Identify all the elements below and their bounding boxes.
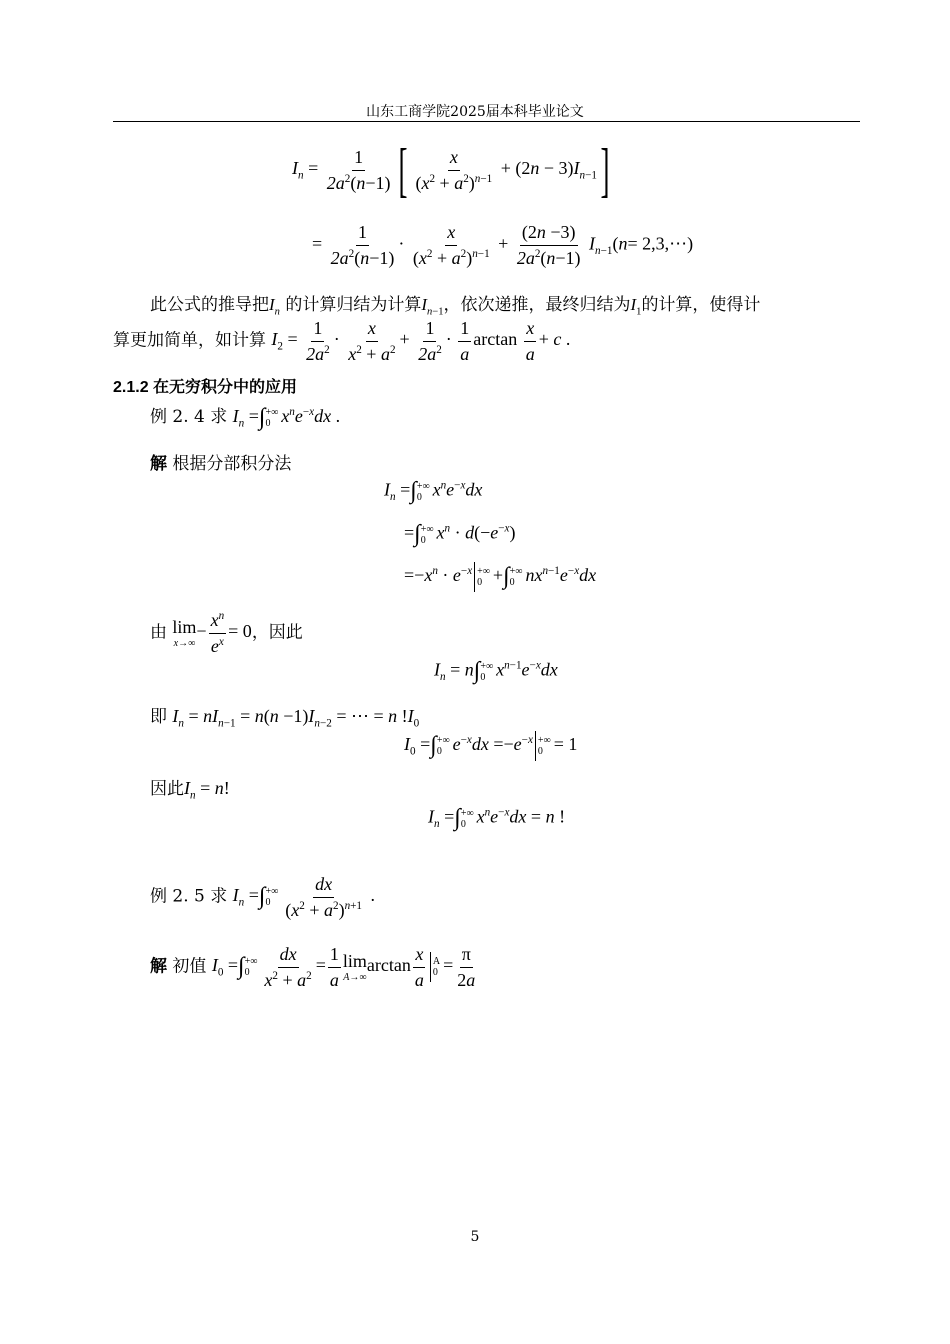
paragraph-text-a: 此公式的推导把: [150, 295, 269, 315]
example-2-4-statement: 例 2. 4 求 $I_n$ =∫ +∞ 0 $x^ne^{-x}dx$ .: [150, 404, 341, 431]
paragraph-text-d: 的计算，使得计: [641, 295, 761, 315]
example-2-5-solution-label: 解: [150, 956, 167, 977]
page-header: 山东工商学院2025届本科毕业论文: [366, 104, 584, 120]
example-2-4-solution-text: 根据分部积分法: [172, 454, 292, 474]
paragraph-line2-text: 算更加简单，如计算: [113, 330, 266, 351]
section-number: 2.1.2: [113, 379, 149, 396]
formula-by-parts-line2: =∫ +∞ 0 $x^n \cdot d(-e^{-x})$: [404, 521, 516, 547]
page-number: 5: [470, 1229, 480, 1245]
chain-statement: 即 $I_n = nI_{n-1} = n(n -1)I_{n-2}$ = ⋯ = n $!I_0$: [150, 706, 420, 730]
formula-recurrence-n: $I_n = n\int$ +∞ 0 $x^{n-1}e^{-x}dx$: [434, 658, 558, 684]
example-2-5-statement: 例 2. 5 求 $I_n$ =∫ +∞ 0 $\frac{dx}{(x^2 + a^2)^{n+1}}$ .: [150, 874, 376, 920]
formula-by-parts-line1: $I_n$ =∫ +∞ 0 $x^ne^{-x}dx$: [384, 478, 483, 504]
header-rule: [113, 121, 860, 122]
example-2-5-solution: 解 初值 $I_0$ =∫ +∞ 0 $\frac{dx}{x^2 + a^2}$ = $\frac{1}{a}$ lim A→∞ arctan $\frac{x}{a}$ A 0 = $\frac{\pi}{2a}$: [150, 944, 476, 990]
limit-text: 由: [150, 622, 167, 643]
limit-statement: 由 lim x→∞ − $\frac{x^n}{e^x}$ = 0，因此: [150, 610, 303, 656]
paragraph-reduction-line1: 此公式的推导把$I_n$ 的计算归结为计算$I_{n-1}$，依次递推，最终归结为$I_1$的计算，使得计: [150, 295, 761, 318]
formula-recursion-line1: $I_n$ = $\frac{1}{2a^2(n-1)}$ [ $\frac{x}{(x^2 + a^2)^{n-1}}$ + $(2n - 3)I_{n-1}$ ]: [292, 137, 610, 203]
paragraph-reduction-line2: 算更加简单，如计算 $I_2$ = $\frac{1}{2a^2}$ · $\frac{x}{x^2 + a^2}$ + $\frac{1}{2a^2}$ · $\frac{1}{a}$ arctan $\frac{x}{a}$ + c .: [113, 318, 571, 364]
example-2-4-solution-intro: [150, 449, 291, 474]
section-title: 在无穷积分中的应用: [153, 379, 298, 396]
formula-initial-value: $I_0$ =∫ +∞ 0 $e^{-x}dx =-e^{-x}$ +∞ 0 = 1: [404, 731, 577, 761]
example-2-4-label: 例 2. 4: [150, 407, 205, 427]
formula-recursion-line2: = $\frac{1}{2a^2(n-1)}$ · $\frac{x}{(x^2 + a^2)^{n-1}}$ + $\frac{(2n -3)}{2a^2(n-1)}$ $I_{n-1}(n=$ 2,3,⋯): [312, 222, 694, 268]
formula-by-parts-line3: $=-x^n \cdot e^{-x}$ +∞ 0 +∫ +∞ 0 $nx^{n-1}e^{-x}dx$: [404, 562, 596, 592]
ji-text: 即: [150, 707, 167, 727]
yinci-text: 因此: [150, 779, 184, 799]
example-2-5-label: 例 2. 5: [150, 886, 205, 907]
section-heading: [113, 374, 297, 397]
example-2-4-prompt: 求: [210, 407, 228, 427]
limit-suffix: ，因此: [251, 622, 303, 643]
formula-final-result: $I_n$ =∫ +∞ 0 $x^ne^{-x}dx = n$ !: [428, 805, 566, 831]
paragraph-text-c: ，依次递推，最终归结为: [443, 295, 631, 315]
example-2-5-solution-text: 初值: [172, 956, 207, 977]
conclusion-statement: 因此$I_n = n$!: [150, 778, 230, 802]
paragraph-text-b: 的计算归结为计算: [285, 295, 422, 315]
example-2-5-prompt: 求: [210, 886, 228, 907]
example-2-4-solution-label: 解: [150, 454, 167, 474]
